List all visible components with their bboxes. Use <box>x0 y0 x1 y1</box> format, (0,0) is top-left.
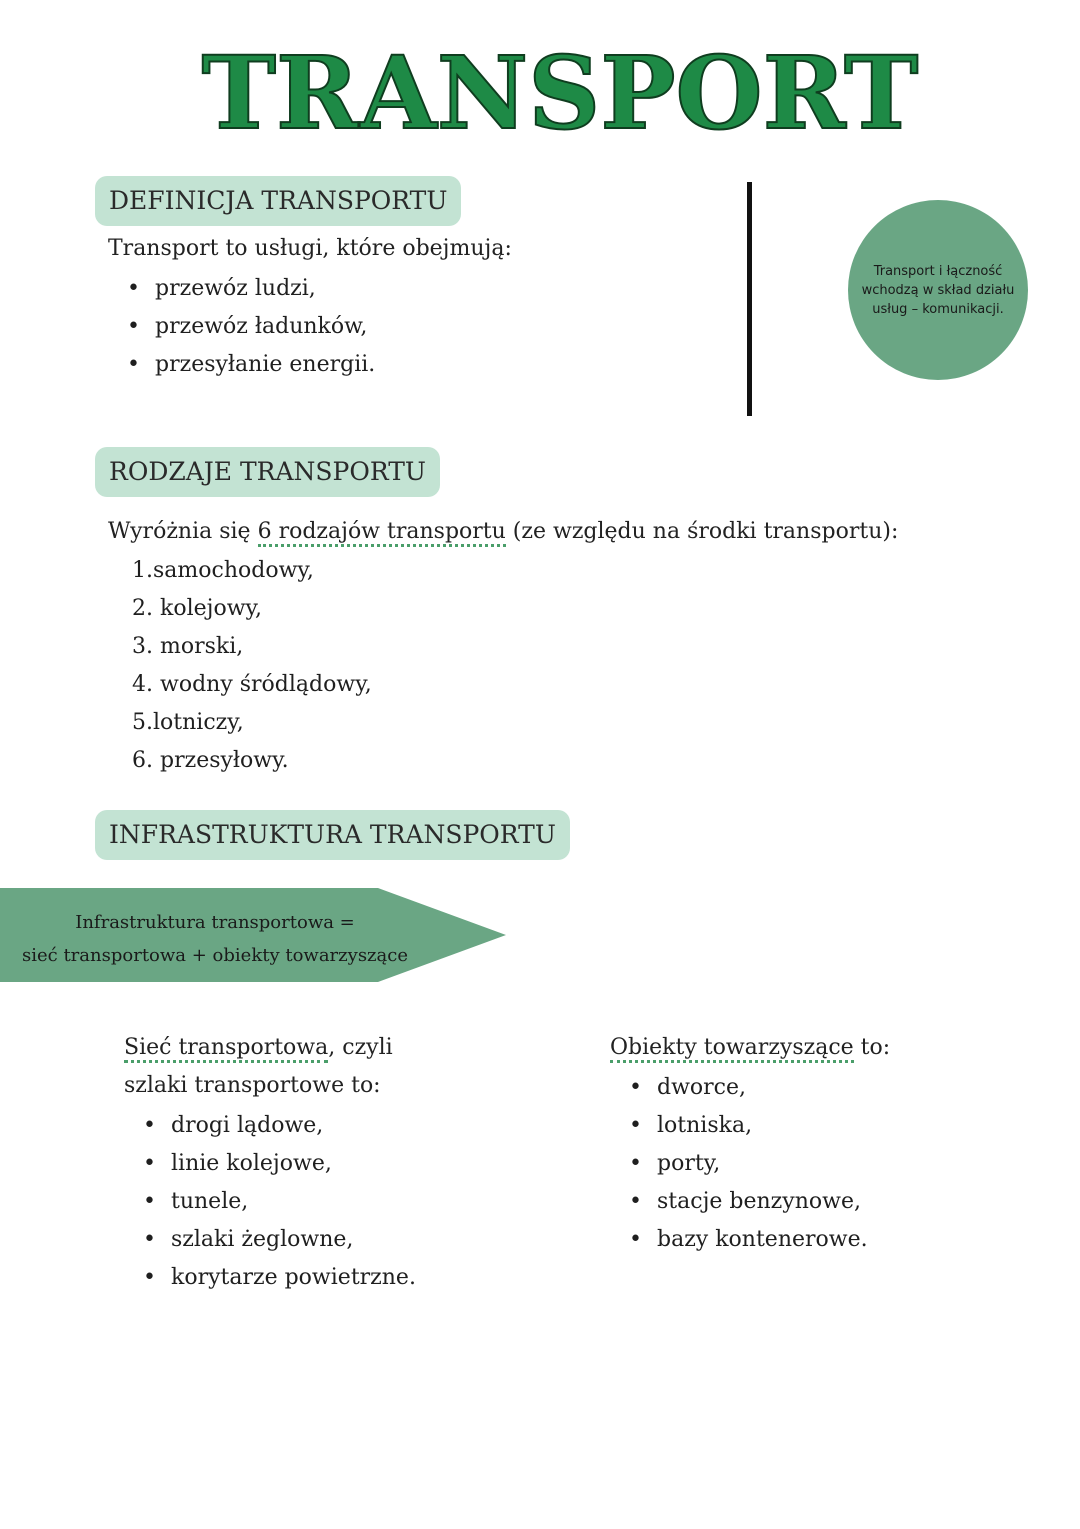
list-item: • dworce, <box>629 1069 868 1107</box>
page-title: TRANSPORT <box>201 34 919 152</box>
list-item: • przesyłanie energii. <box>127 346 375 384</box>
siec-title <box>124 1035 393 1060</box>
list-item <box>132 742 372 780</box>
rodzaje-list <box>132 552 372 780</box>
list-item <box>132 628 372 666</box>
vertical-divider <box>747 182 752 416</box>
section-heading-infrastruktura: INFRASTRUKTURA TRANSPORTU <box>95 810 570 860</box>
siec-list <box>143 1107 416 1297</box>
list-item: • drogi lądowe, <box>143 1107 416 1145</box>
list-item <box>132 704 372 742</box>
arrow-line-2: sieć transportowa + obiekty towarzyszące <box>22 945 408 966</box>
item-number: 1. <box>132 558 153 583</box>
rodzaje-intro-pre: Wyróżnia się <box>108 519 258 544</box>
item-label: kolejowy, <box>160 596 263 621</box>
note-text: Transport i łączność wchodzą w skład działu usług – komunikacji. <box>861 263 1015 317</box>
item-label: morski, <box>160 634 244 659</box>
obiekty-list <box>629 1069 868 1259</box>
rodzaje-intro <box>108 519 898 544</box>
list-item: • linie kolejowe, <box>143 1145 416 1183</box>
definicja-intro: Transport to usługi, które obejmują: <box>108 236 512 261</box>
list-item: • porty, <box>629 1145 868 1183</box>
list-item <box>132 552 372 590</box>
siec-title-highlight: Sieć transportowa <box>124 1035 328 1063</box>
list-item: • stacje benzynowe, <box>629 1183 868 1221</box>
siec-title-post: , czyli <box>328 1035 393 1060</box>
arrow-text <box>0 906 430 972</box>
obiekty-title-highlight: Obiekty towarzyszące <box>610 1035 854 1063</box>
note-circle <box>848 200 1028 380</box>
list-item: • przewóz ludzi, <box>127 270 375 308</box>
list-item <box>132 666 372 704</box>
section-heading-definicja: DEFINICJA TRANSPORTU <box>95 176 461 226</box>
list-item: • korytarze powietrzne. <box>143 1259 416 1297</box>
item-label: samochodowy, <box>153 558 314 583</box>
item-number: 6. <box>132 748 153 773</box>
item-number: 5. <box>132 710 153 735</box>
list-item: • szlaki żeglowne, <box>143 1221 416 1259</box>
list-item: • przewóz ładunków, <box>127 308 375 346</box>
list-item <box>132 590 372 628</box>
obiekty-title <box>610 1035 890 1060</box>
item-number: 3. <box>132 634 153 659</box>
section-heading-rodzaje: RODZAJE TRANSPORTU <box>95 447 440 497</box>
item-label: przesyłowy. <box>160 748 289 773</box>
item-label: wodny śródlądowy, <box>160 672 372 697</box>
obiekty-title-post: to: <box>853 1035 891 1060</box>
list-item: • lotniska, <box>629 1107 868 1145</box>
arrow-line-1: Infrastruktura transportowa = <box>75 912 355 933</box>
rodzaje-intro-highlight: 6 rodzajów transportu <box>258 519 506 547</box>
item-number: 4. <box>132 672 153 697</box>
item-number: 2. <box>132 596 153 621</box>
rodzaje-intro-post: (ze względu na środki transportu): <box>505 519 899 544</box>
list-item: • tunele, <box>143 1183 416 1221</box>
list-item: • bazy kontenerowe. <box>629 1221 868 1259</box>
siec-subtitle: szlaki transportowe to: <box>124 1073 381 1098</box>
item-label: lotniczy, <box>153 710 244 735</box>
definicja-list <box>127 270 375 384</box>
